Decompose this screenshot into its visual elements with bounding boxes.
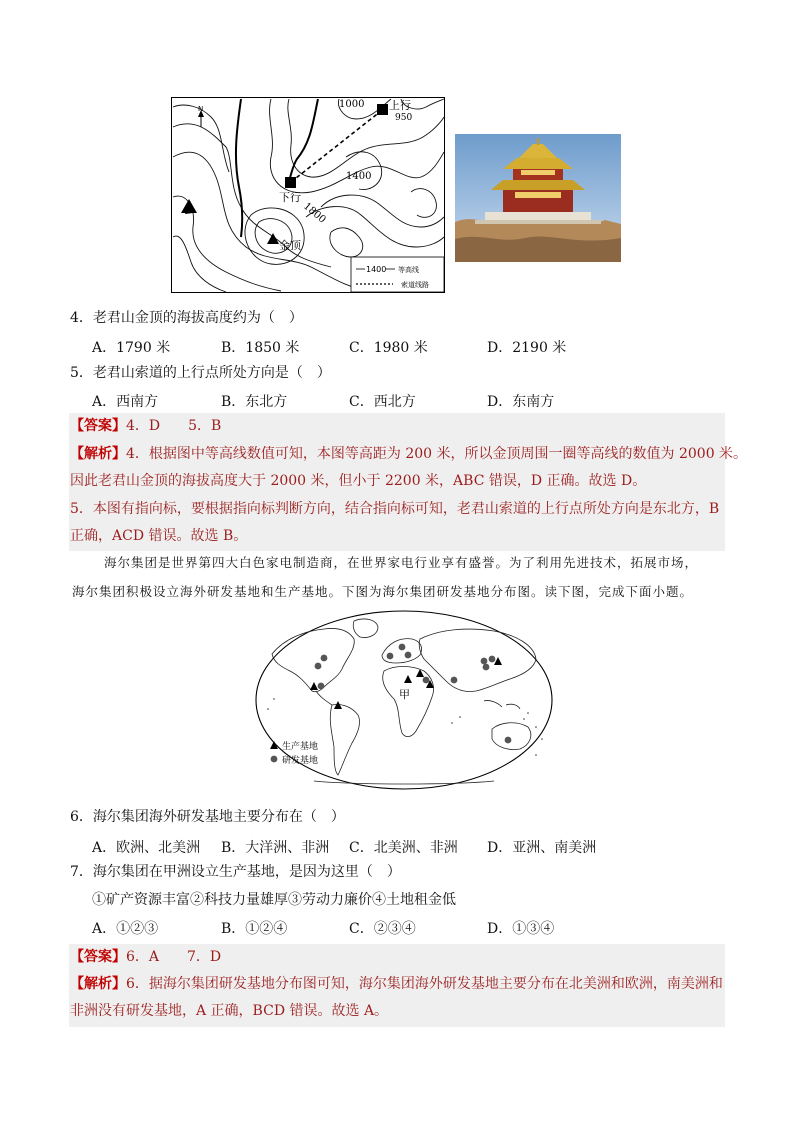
explanation-text: 4．根据图中等高线数值可知，本图等高距为 200 米，所以金顶周围一圈等高线的数值为 2000 米。 <box>126 446 748 462</box>
legend-rnd-label: 研发基地 <box>282 756 319 766</box>
north-label: N <box>198 105 204 113</box>
rnd-base-marker <box>505 737 512 744</box>
upper-station-label: 上行 <box>389 99 411 112</box>
q5-option-d[interactable]: D．东南方 <box>487 394 555 410</box>
q6-option-a[interactable]: A．欧洲、北美洲 <box>92 840 201 856</box>
topographic-map-svg <box>171 97 445 293</box>
topographic-map <box>171 97 445 293</box>
q6-option-c[interactable]: C．北美洲、非洲 <box>349 840 458 856</box>
rnd-base-marker <box>399 644 406 651</box>
contour-label-1000: 1000 <box>339 99 365 110</box>
q4-option-a[interactable]: A．1790 米 <box>92 340 171 356</box>
q4-option-d[interactable]: D．2190 米 <box>487 340 567 356</box>
world-map <box>254 609 554 791</box>
q6-option-d[interactable]: D．亚洲、南美洲 <box>487 840 597 856</box>
contour-label-950: 950 <box>395 113 413 123</box>
contour-label-1400: 1400 <box>346 171 372 182</box>
legend-cable-text: 索道线路 <box>401 281 429 289</box>
rnd-base-marker <box>387 653 394 660</box>
explanation-text: 6．据海尔集团研发基地分布图可知，海尔集团海外研发基地主要分布在北美洲和欧洲，南美洲和 <box>126 976 723 992</box>
temple-photo <box>455 134 621 262</box>
explanation-2-line-1 <box>70 971 723 998</box>
explanation-tag: 【解析】 <box>70 976 126 992</box>
q6-option-b[interactable]: B．大洋洲、非洲 <box>221 840 330 856</box>
answer-2 <box>70 944 221 971</box>
explanation-1-line-2: 因此老君山金顶的海拔高度大于 2000 米，但小于 2200 米，ABC 错误，D 正确。故选 D。 <box>70 473 647 489</box>
legend-rnd-icon <box>271 756 278 763</box>
map-legend <box>351 257 444 292</box>
explanation-2-line-2: 非洲没有研发基地，A 正确，BCD 错误。故选 A。 <box>70 1003 389 1019</box>
rnd-base-marker <box>451 677 458 684</box>
q7-option-b[interactable]: B．①②④ <box>221 921 288 937</box>
question-7-stem: 7．海尔集团在甲洲设立生产基地，是因为这里（ ） <box>70 864 401 880</box>
q7-option-c[interactable]: C．②③④ <box>349 921 416 937</box>
upper-station-marker <box>377 104 388 115</box>
explanation-1-line-4: 正确，ACD 错误。故选 B。 <box>70 528 248 544</box>
q5-option-a[interactable]: A．西南方 <box>92 394 159 410</box>
question-4-stem: 4．老君山金顶的海拔高度约为（ ） <box>70 310 303 326</box>
intro-line-1: 海尔集团是世界第四大白色家电制造商，在世界家电行业享有盛誉。为了利用先进技术，拓展市场， <box>104 555 699 570</box>
rnd-base-marker <box>318 683 325 690</box>
rnd-base-marker <box>483 664 490 671</box>
contour-label-1800: 1800 <box>301 200 328 226</box>
answer-tag: 【答案】 <box>70 418 126 434</box>
rnd-base-marker <box>315 663 322 670</box>
answer-tag: 【答案】 <box>70 949 126 965</box>
legend-contour-value: 1400 <box>366 265 387 274</box>
q7-option-d[interactable]: D．①③④ <box>487 921 555 937</box>
lower-station-marker <box>285 177 296 188</box>
answer-1 <box>70 413 221 440</box>
rnd-base-marker <box>321 655 328 662</box>
rnd-base-marker <box>405 652 412 659</box>
explanation-tag: 【解析】 <box>70 446 126 462</box>
q4-option-b[interactable]: B．1850 米 <box>221 340 300 356</box>
summit-label: 金顶 <box>279 239 301 252</box>
question-5-stem: 5．老君山索道的上行点所处方向是（ ） <box>70 365 331 381</box>
answer-text: 6．A 7．D <box>126 949 222 965</box>
explanation-1-line-1 <box>70 441 747 468</box>
rnd-base-marker <box>423 677 430 684</box>
q5-option-c[interactable]: C．西北方 <box>349 394 416 410</box>
q5-option-b[interactable]: B．东北方 <box>221 394 288 410</box>
label-jia: 甲 <box>399 688 410 701</box>
lower-station-label: 下行 <box>279 191 301 204</box>
q4-option-c[interactable]: C．1980 米 <box>349 340 428 356</box>
question-6-stem: 6．海尔集团海外研发基地主要分布在（ ） <box>70 809 345 825</box>
rnd-base-marker <box>481 658 488 665</box>
intro-line-2: 海尔集团积极设立海外研发基地和生产基地。下图为海尔集团研发基地分布图。读下图，完成下面小题。 <box>72 584 694 599</box>
q7-option-a[interactable]: A．①②③ <box>92 921 159 937</box>
question-7-conditions: ①矿产资源丰富②科技力量雄厚③劳动力廉价④土地租金低 <box>92 892 456 908</box>
legend-production-label: 生产基地 <box>282 742 319 752</box>
temple-photo-svg <box>455 134 621 262</box>
explanation-1-line-3: 5．本图有指向标，要根据指向标判断方向，结合指向标可知，老君山索道的上行点所处方向是东北方，B <box>70 501 720 517</box>
rnd-base-marker <box>489 656 496 663</box>
world-map-svg <box>254 609 554 791</box>
answer-text: 4．D 5．B <box>126 418 222 434</box>
legend-contour-text: 等高线 <box>398 266 419 274</box>
